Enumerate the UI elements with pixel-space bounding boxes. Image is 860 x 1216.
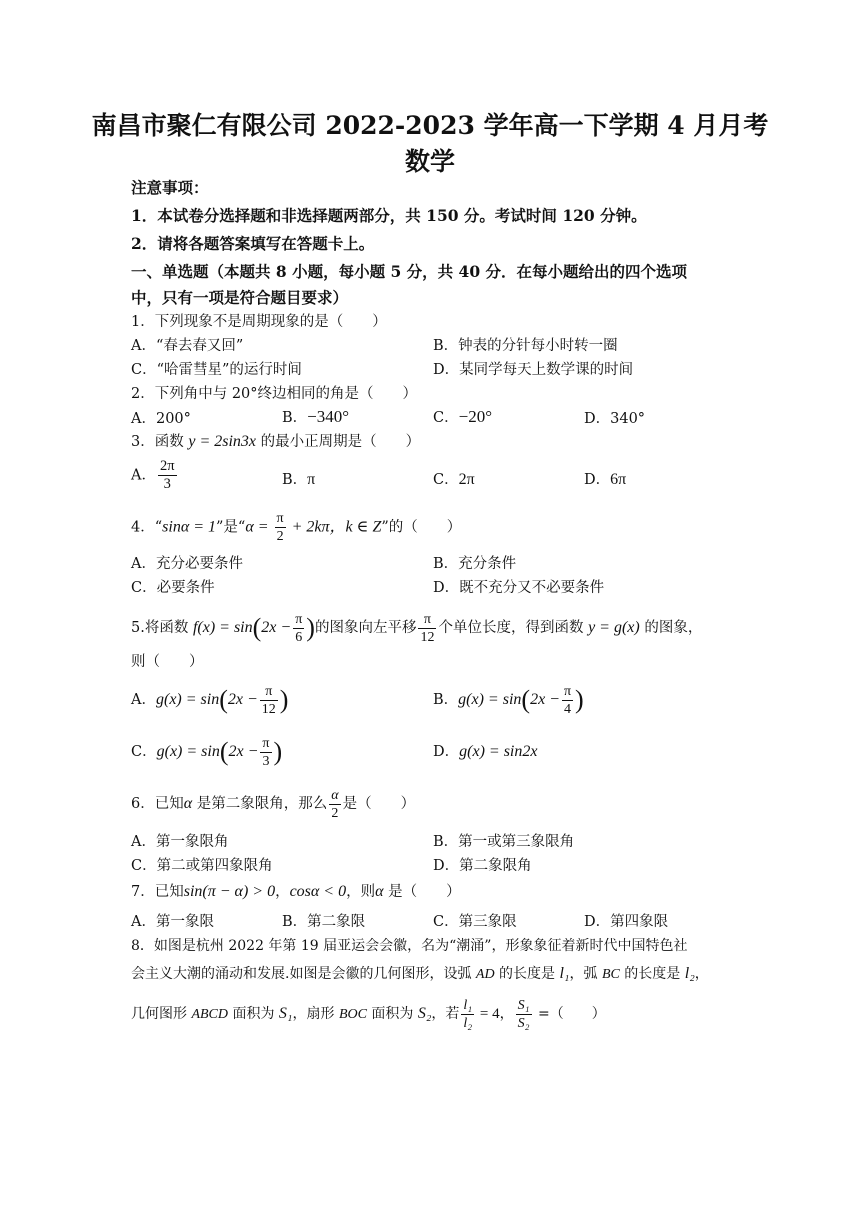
q3-option-a: A． $\frac{2\pi}{3}$ xyxy=(131,458,175,492)
q7-option-a: A．第一象限 xyxy=(131,914,214,930)
question-5-stem: 5.将函数 f(x) = sin(2x − $\frac{\pi}{6}$ )的图象向左平移 $\frac{\pi}{12}$ 个单位长度，得到函数 y = g(x) 的图象， xyxy=(131,611,703,645)
question-6-stem: 6．已知α 是第二象限角，那么 $\frac{\alpha}{2}$ 是（ ） xyxy=(131,787,416,821)
question-4-stem: 4．“sinα = 1”是“α = $\frac{\pi}{2}$ + 2kπ，k ∈ Z”的（ ） xyxy=(131,511,462,544)
q2-option-b: B．−340° xyxy=(282,407,350,426)
question-1-stem: 1．下列现象不是周期现象的是（ ） xyxy=(131,314,387,330)
q5-option-a: A．g(x) = sin(2x − $\frac{\pi}{12}$ ) xyxy=(131,683,289,717)
question-7-stem: 7．已知sin(π − α) > 0，cosα < 0，则α 是（ ） xyxy=(131,883,461,900)
notice-item-1: 1．本试卷分选择题和非选择题两部分，共 150 分。考试时间 120 分钟。 xyxy=(131,206,647,225)
q2-option-c: C．−20° xyxy=(433,407,492,426)
question-8-stem-3: 几何图形 ABCD 面积为 S₁，扇形 BOC 面积为 S₂，若 $\frac{\text{l₁}}{\text{l₂}}$ = 4， $\frac{\text{S₁}}{\text{S₂}}$ =（ ） xyxy=(131,997,606,1031)
q5-option-b: B．g(x) = sin(2x − $\frac{\pi}{4}$ ) xyxy=(433,683,584,717)
question-8-stem: 8．如图是杭州 2022 年第 19 届亚运会会徽，名为“潮涌”，形象象征着新时代中国特色社 xyxy=(131,938,688,954)
exam-title: 南昌市聚仁有限公司 2022-2023 学年高一下学期 4 月月考 xyxy=(91,111,769,140)
q1-option-d: D．某同学每天上数学课的时间 xyxy=(433,362,634,378)
q3-option-d: D．6π xyxy=(584,471,627,488)
q4-option-a: A．充分必要条件 xyxy=(131,556,243,572)
q1-option-c: C．“哈雷彗星”的运行时间 xyxy=(131,362,302,378)
q6-option-c: C．第二或第四象限角 xyxy=(131,858,273,874)
q1-option-a: A．“春去春又回” xyxy=(131,338,244,354)
q6-option-b: B．第一或第三象限角 xyxy=(433,834,575,850)
section-heading-cont: 中，只有一项是符合题目要求） xyxy=(131,288,349,307)
q7-option-b: B．第二象限 xyxy=(282,914,366,930)
q2-option-a: A．200° xyxy=(131,411,191,427)
notice-heading: 注意事项： xyxy=(131,178,209,197)
q5-option-c: C．g(x) = sin(2x − $\frac{\pi}{3}$ ) xyxy=(131,735,283,769)
q4-option-d: D．既不充分又不必要条件 xyxy=(433,580,605,596)
q7-option-c: C．第三象限 xyxy=(433,914,517,930)
q1-option-b: B．钟表的分针每小时转一圈 xyxy=(433,338,618,354)
q6-option-d: D．第二象限角 xyxy=(433,858,532,874)
q6-option-a: A．第一象限角 xyxy=(131,834,229,850)
q4-option-c: C．必要条件 xyxy=(131,580,215,596)
question-3-stem: 3．函数 y = 2sin3x 的最小正周期是（ ） xyxy=(131,433,421,450)
notice-item-2: 2．请将各题答案填写在答题卡上。 xyxy=(131,234,375,253)
exam-subject: 数学 xyxy=(404,147,455,176)
q2-option-d: D．340° xyxy=(584,411,646,427)
section-heading: 一、单选题（本题共 8 小题，每小题 5 分，共 40 分．在每小题给出的四个选项 xyxy=(131,262,688,281)
q4-option-b: B．充分条件 xyxy=(433,556,517,572)
question-5-stem-cont: 则（ ） xyxy=(131,654,204,670)
q5-option-d: D．g(x) = sin2x xyxy=(433,743,538,760)
question-2-stem: 2．下列角中与 20°终边相同的角是（ ） xyxy=(131,386,418,402)
q3-option-b: B．π xyxy=(282,471,316,488)
q7-option-d: D．第四象限 xyxy=(584,914,669,930)
q3-option-c: C．2π xyxy=(433,471,475,488)
question-8-stem-2: 会主义大潮的涌动和发展.如图是会徽的几何图形，设弧 AD 的长度是 l₁，弧 BC 的长度是 l₂， xyxy=(131,965,709,982)
